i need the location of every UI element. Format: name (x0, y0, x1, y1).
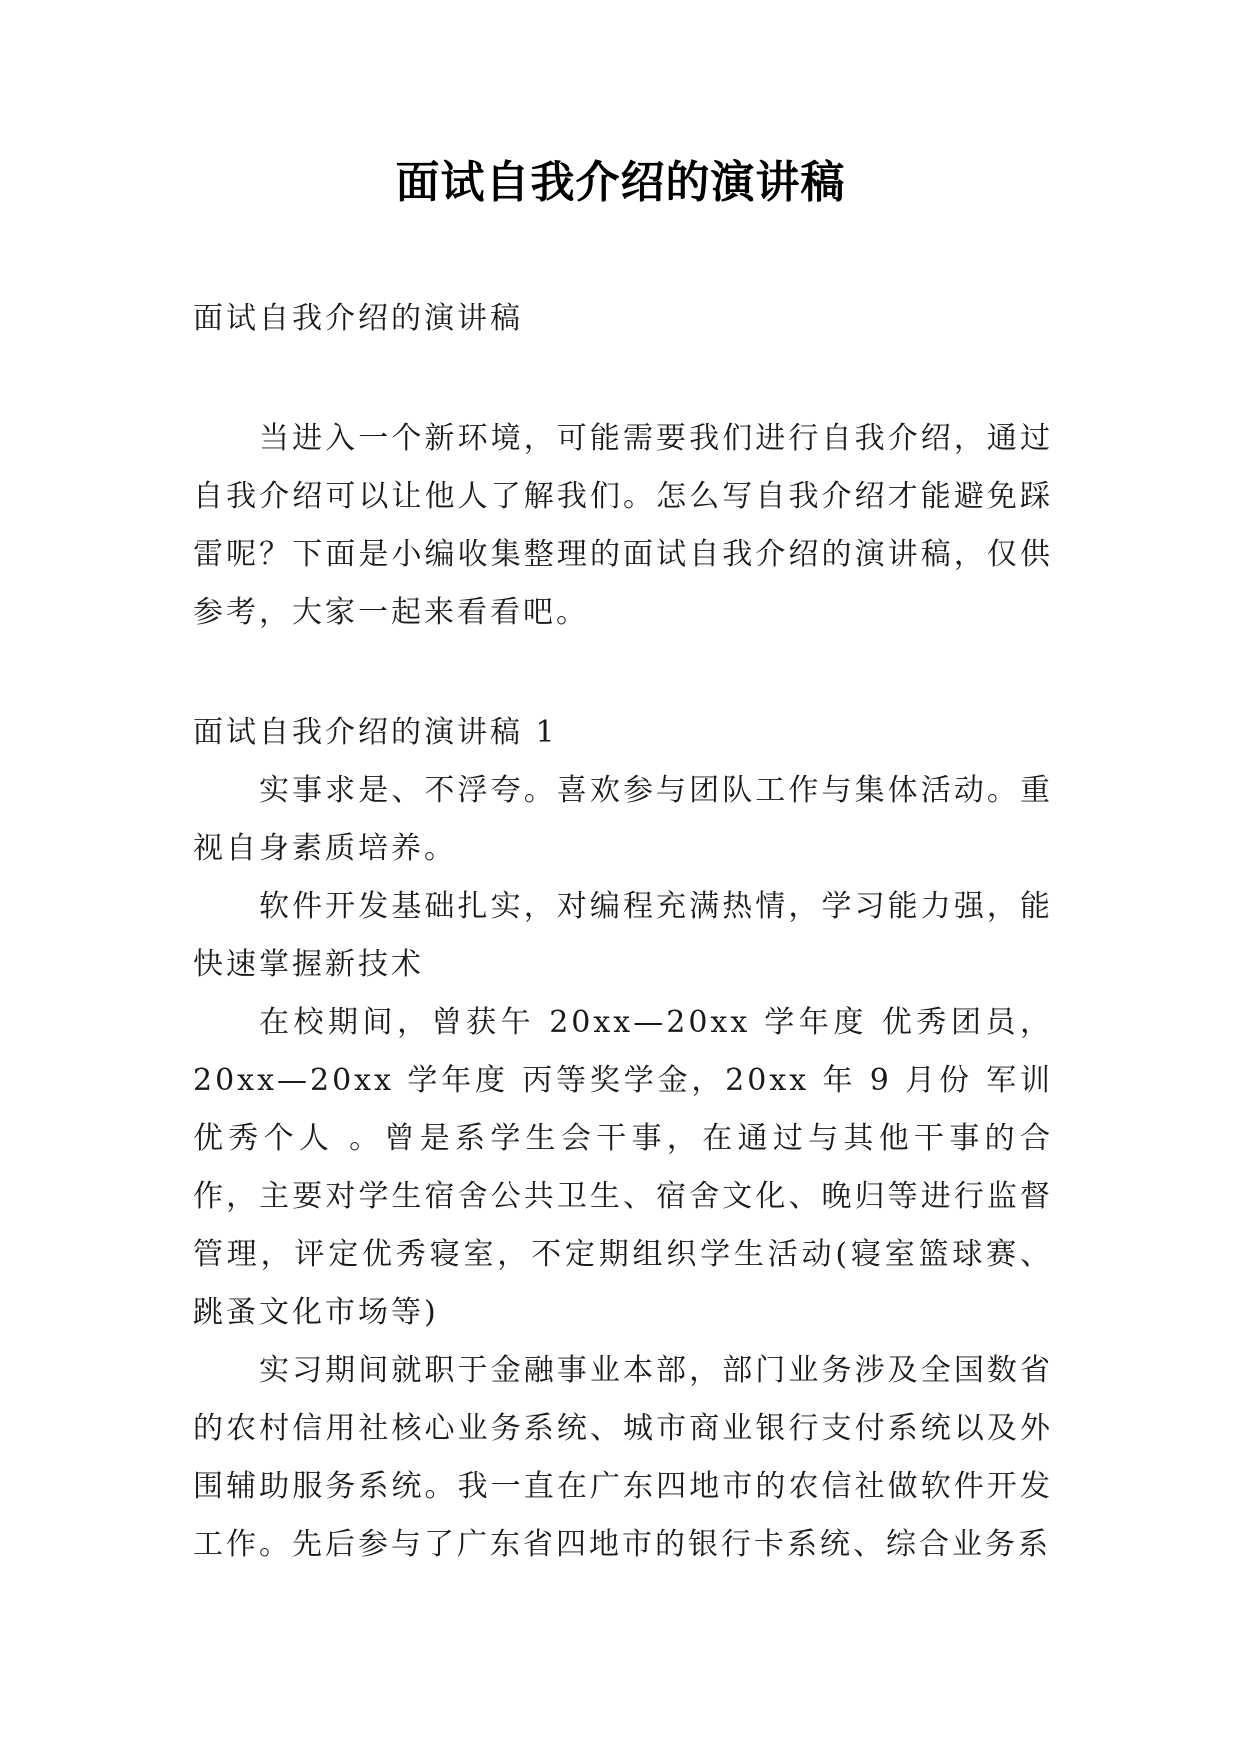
body-paragraph: 实事求是、不浮夸。喜欢参与团队工作与集体活动。重视自身素质培养。 (193, 773, 1053, 866)
body-paragraph: 在校期间，曾获午 20xx—20xx 学年度 优秀团员，20xx—20xx 学年度 丙等奖学金，20xx 年 9 月份 军训优秀个人 。曾是系学生会干事，在通过与其他干事的合作，主要对学生宿舍公共卫生、宿舍文化、晚归等进行监督管理，评定优秀寝室，不定期组织学生活动(寝室篮球赛、跳蚤文化市场等) (193, 1005, 1053, 1330)
section-heading: 面试自我介绍的演讲稿 1 (193, 715, 558, 750)
page-title: 面试自我介绍的演讲稿 (395, 157, 846, 208)
document-subtitle: 面试自我介绍的演讲稿 (193, 301, 523, 336)
body-paragraph: 软件开发基础扎实，对编程充满热情，学习能力强，能快速掌握新技术 (193, 889, 1053, 982)
body-paragraph: 实习期间就职于金融事业本部，部门业务涉及全国数省的农村信用社核心业务系统、城市商业银行支付系统以及外围辅助服务系统。我一直在广东四地市的农信社做软件开发工作。先后参与了广东省四地市的银行卡系统、综合业务系 (193, 1353, 1053, 1562)
document-body (193, 290, 1053, 1574)
intro-paragraph: 当进入一个新环境，可能需要我们进行自我介绍，通过自我介绍可以让他人了解我们。怎么写自我介绍才能避免踩雷呢？下面是小编收集整理的面试自我介绍的演讲稿，仅供参考，大家一起来看看吧。 (193, 421, 1053, 630)
